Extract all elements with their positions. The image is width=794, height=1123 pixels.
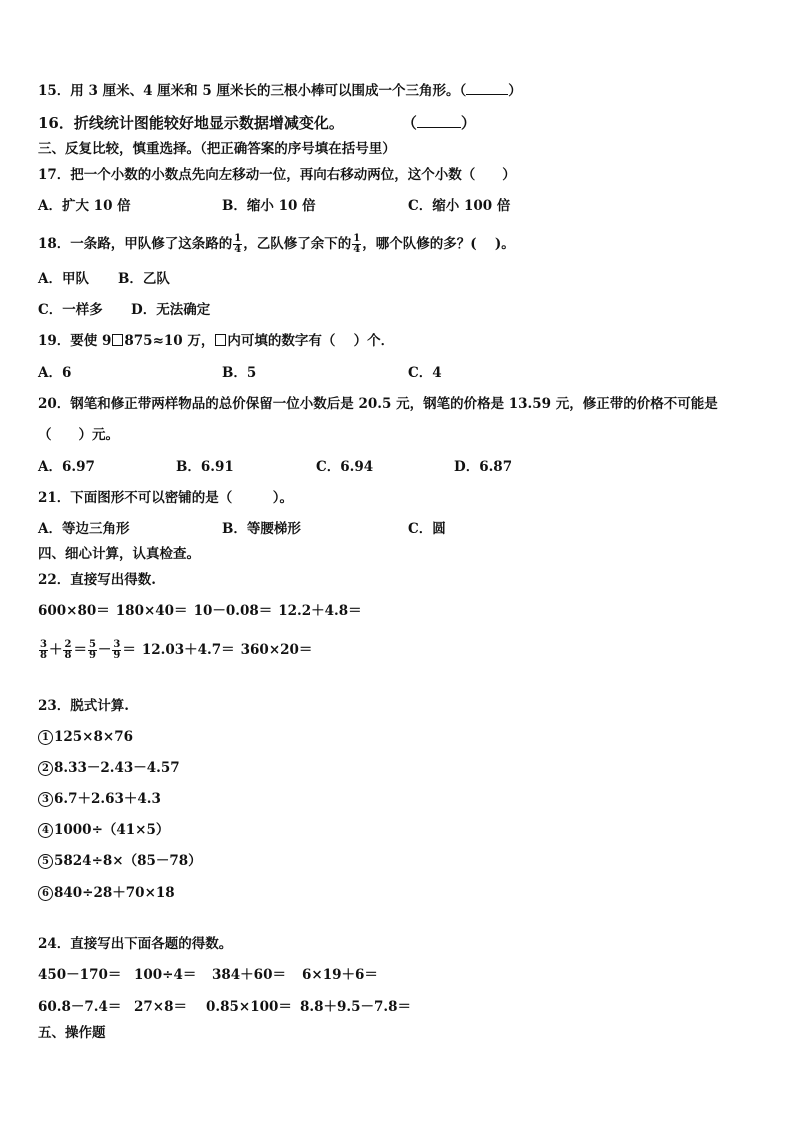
question-16: [38, 114, 476, 132]
blank-square-icon: [112, 334, 123, 346]
operator: －: [97, 642, 112, 658]
calc-expression: 840÷28＋70×18: [54, 885, 175, 901]
question-20-line2: （ ）元。: [38, 427, 119, 443]
calc-item: 450－170＝: [38, 967, 122, 983]
option-b[interactable]: B．5: [222, 365, 257, 381]
question-19-options: [38, 364, 442, 382]
fraction: $\frac{3}{9}$: [113, 639, 121, 661]
question-22-row2: [38, 640, 312, 661]
calc-expression: 8.33－2.43－4.57: [54, 760, 180, 776]
calc-step-item: [38, 852, 202, 870]
question-15-text: 15．用 3 厘米、4 厘米和 5 厘米长的三根小棒可以围成一个三角形。（: [38, 83, 467, 99]
calc-item: 8.8＋9.5－7.8＝: [300, 999, 411, 1015]
question-15: [38, 82, 522, 100]
circled-number-icon: 4: [38, 823, 53, 838]
answer-blank[interactable]: [417, 115, 461, 128]
option-b[interactable]: B．乙队: [118, 271, 170, 287]
fraction: $\frac{2}{8}$: [64, 639, 72, 661]
question-18-part2: ，乙队修了余下的: [243, 236, 352, 252]
option-a[interactable]: A．等边三角形: [38, 521, 130, 537]
calc-expression: 125×8×76: [54, 729, 133, 745]
question-20-line1: 20．钢笔和修正带两样物品的总价保留一位小数后是 20.5 元，钢笔的价格是 13.59 元，修正带的价格不可能是: [38, 396, 718, 412]
section-3-heading: 三、反复比较，慎重选择。（把正确答案的序号填在括号里）: [38, 141, 396, 157]
calc-item: 384＋60＝: [212, 967, 286, 983]
question-24-row1: [38, 966, 378, 984]
calc-item: 0.85×100＝: [206, 999, 292, 1015]
calc-step-item: [38, 759, 180, 777]
calc-item: 27×8＝: [134, 999, 187, 1015]
operator: ＋: [48, 642, 63, 658]
calc-item: 180×40＝: [115, 603, 188, 619]
operator: ＝: [122, 642, 136, 658]
calc-step-item: [38, 884, 175, 902]
calc-expression: 6.7＋2.63＋4.3: [54, 791, 161, 807]
question-18-part3: ，哪个队修的多？( )。: [362, 236, 515, 252]
option-b[interactable]: B．6.91: [176, 459, 234, 475]
option-d[interactable]: D．无法确定: [131, 302, 211, 318]
calc-expression: 5824÷8×（85－78）: [54, 853, 202, 869]
question-19-part1: 19．要使 9: [38, 333, 112, 349]
question-22-title: 22．直接写出得数.: [38, 572, 156, 588]
option-c[interactable]: C．4: [408, 365, 442, 381]
question-18-part1: 18．一条路，甲队修了这条路的: [38, 236, 233, 252]
fraction: $\frac{1}{4}$: [234, 233, 242, 255]
option-c[interactable]: C．6.94: [316, 459, 374, 475]
question-24-title: 24．直接写出下面各题的得数。: [38, 936, 233, 952]
question-22-row1: [38, 602, 362, 620]
circled-number-icon: 1: [38, 730, 53, 745]
calc-item: 100÷4＝: [134, 967, 197, 983]
question-17-options: [38, 197, 510, 215]
circled-number-icon: 2: [38, 761, 53, 776]
option-c[interactable]: C．缩小 100 倍: [408, 198, 511, 214]
fraction: $\frac{5}{9}$: [88, 639, 96, 661]
blank-square-icon: [215, 334, 226, 346]
question-18: [38, 234, 515, 255]
question-19-part2: 875≈10 万，: [124, 333, 215, 349]
option-a[interactable]: A．6.97: [38, 459, 95, 475]
question-18-options-row1: [38, 270, 170, 288]
question-24-row2: [38, 998, 411, 1016]
fraction: $\frac{1}{4}$: [353, 233, 361, 255]
question-16-close: ）: [460, 114, 476, 132]
option-c[interactable]: C．一样多: [38, 302, 103, 318]
calc-item: 12.03＋4.7＝: [141, 642, 235, 658]
calc-item: 60.8－7.4＝: [38, 999, 122, 1015]
answer-blank[interactable]: [466, 82, 508, 95]
question-23-title: 23．脱式计算.: [38, 698, 129, 714]
question-19-part3: 内可填的数字有（ ）个．: [227, 333, 395, 349]
section-5-heading: 五、操作题: [38, 1025, 106, 1041]
calc-item: 12.2＋4.8＝: [278, 603, 362, 619]
circled-number-icon: 5: [38, 854, 53, 869]
circled-number-icon: 6: [38, 886, 53, 901]
calc-step-item: [38, 821, 169, 839]
option-a[interactable]: A．6: [38, 365, 72, 381]
section-4-heading: 四、细心计算，认真检查。: [38, 546, 200, 562]
calc-expression: 1000÷（41×5）: [54, 822, 170, 838]
question-21: 21．下面图形不可以密铺的是（ ）。: [38, 490, 294, 506]
option-b[interactable]: B．缩小 10 倍: [222, 198, 316, 214]
calc-item: 10－0.08＝: [193, 603, 273, 619]
question-16-open: （: [401, 114, 417, 132]
option-a[interactable]: A．扩大 10 倍: [38, 198, 131, 214]
circled-number-icon: 3: [38, 792, 53, 807]
question-19: [38, 332, 394, 350]
option-b[interactable]: B．等腰梯形: [222, 521, 301, 537]
option-d[interactable]: D．6.87: [454, 459, 513, 475]
question-16-text: 16．折线统计图能较好地显示数据增减变化。: [38, 114, 344, 132]
calc-item: 6×19＋6＝: [302, 967, 378, 983]
calc-step-item: [38, 790, 161, 808]
question-15-close: ）: [508, 83, 522, 99]
option-c[interactable]: C．圆: [408, 521, 446, 537]
question-18-options-row2: [38, 301, 210, 319]
question-20-options: [38, 458, 512, 476]
option-a[interactable]: A．甲队: [38, 271, 89, 287]
operator: ＝: [73, 642, 87, 658]
question-17: 17．把一个小数的小数点先向左移动一位，再向右移动两位，这个小数（ ）: [38, 167, 516, 183]
fraction: $\frac{3}{8}$: [40, 639, 47, 661]
calc-item: 360×20＝: [240, 642, 313, 658]
calc-step-item: [38, 728, 133, 746]
question-21-options: [38, 520, 446, 538]
calc-item: 600×80＝: [38, 603, 110, 619]
